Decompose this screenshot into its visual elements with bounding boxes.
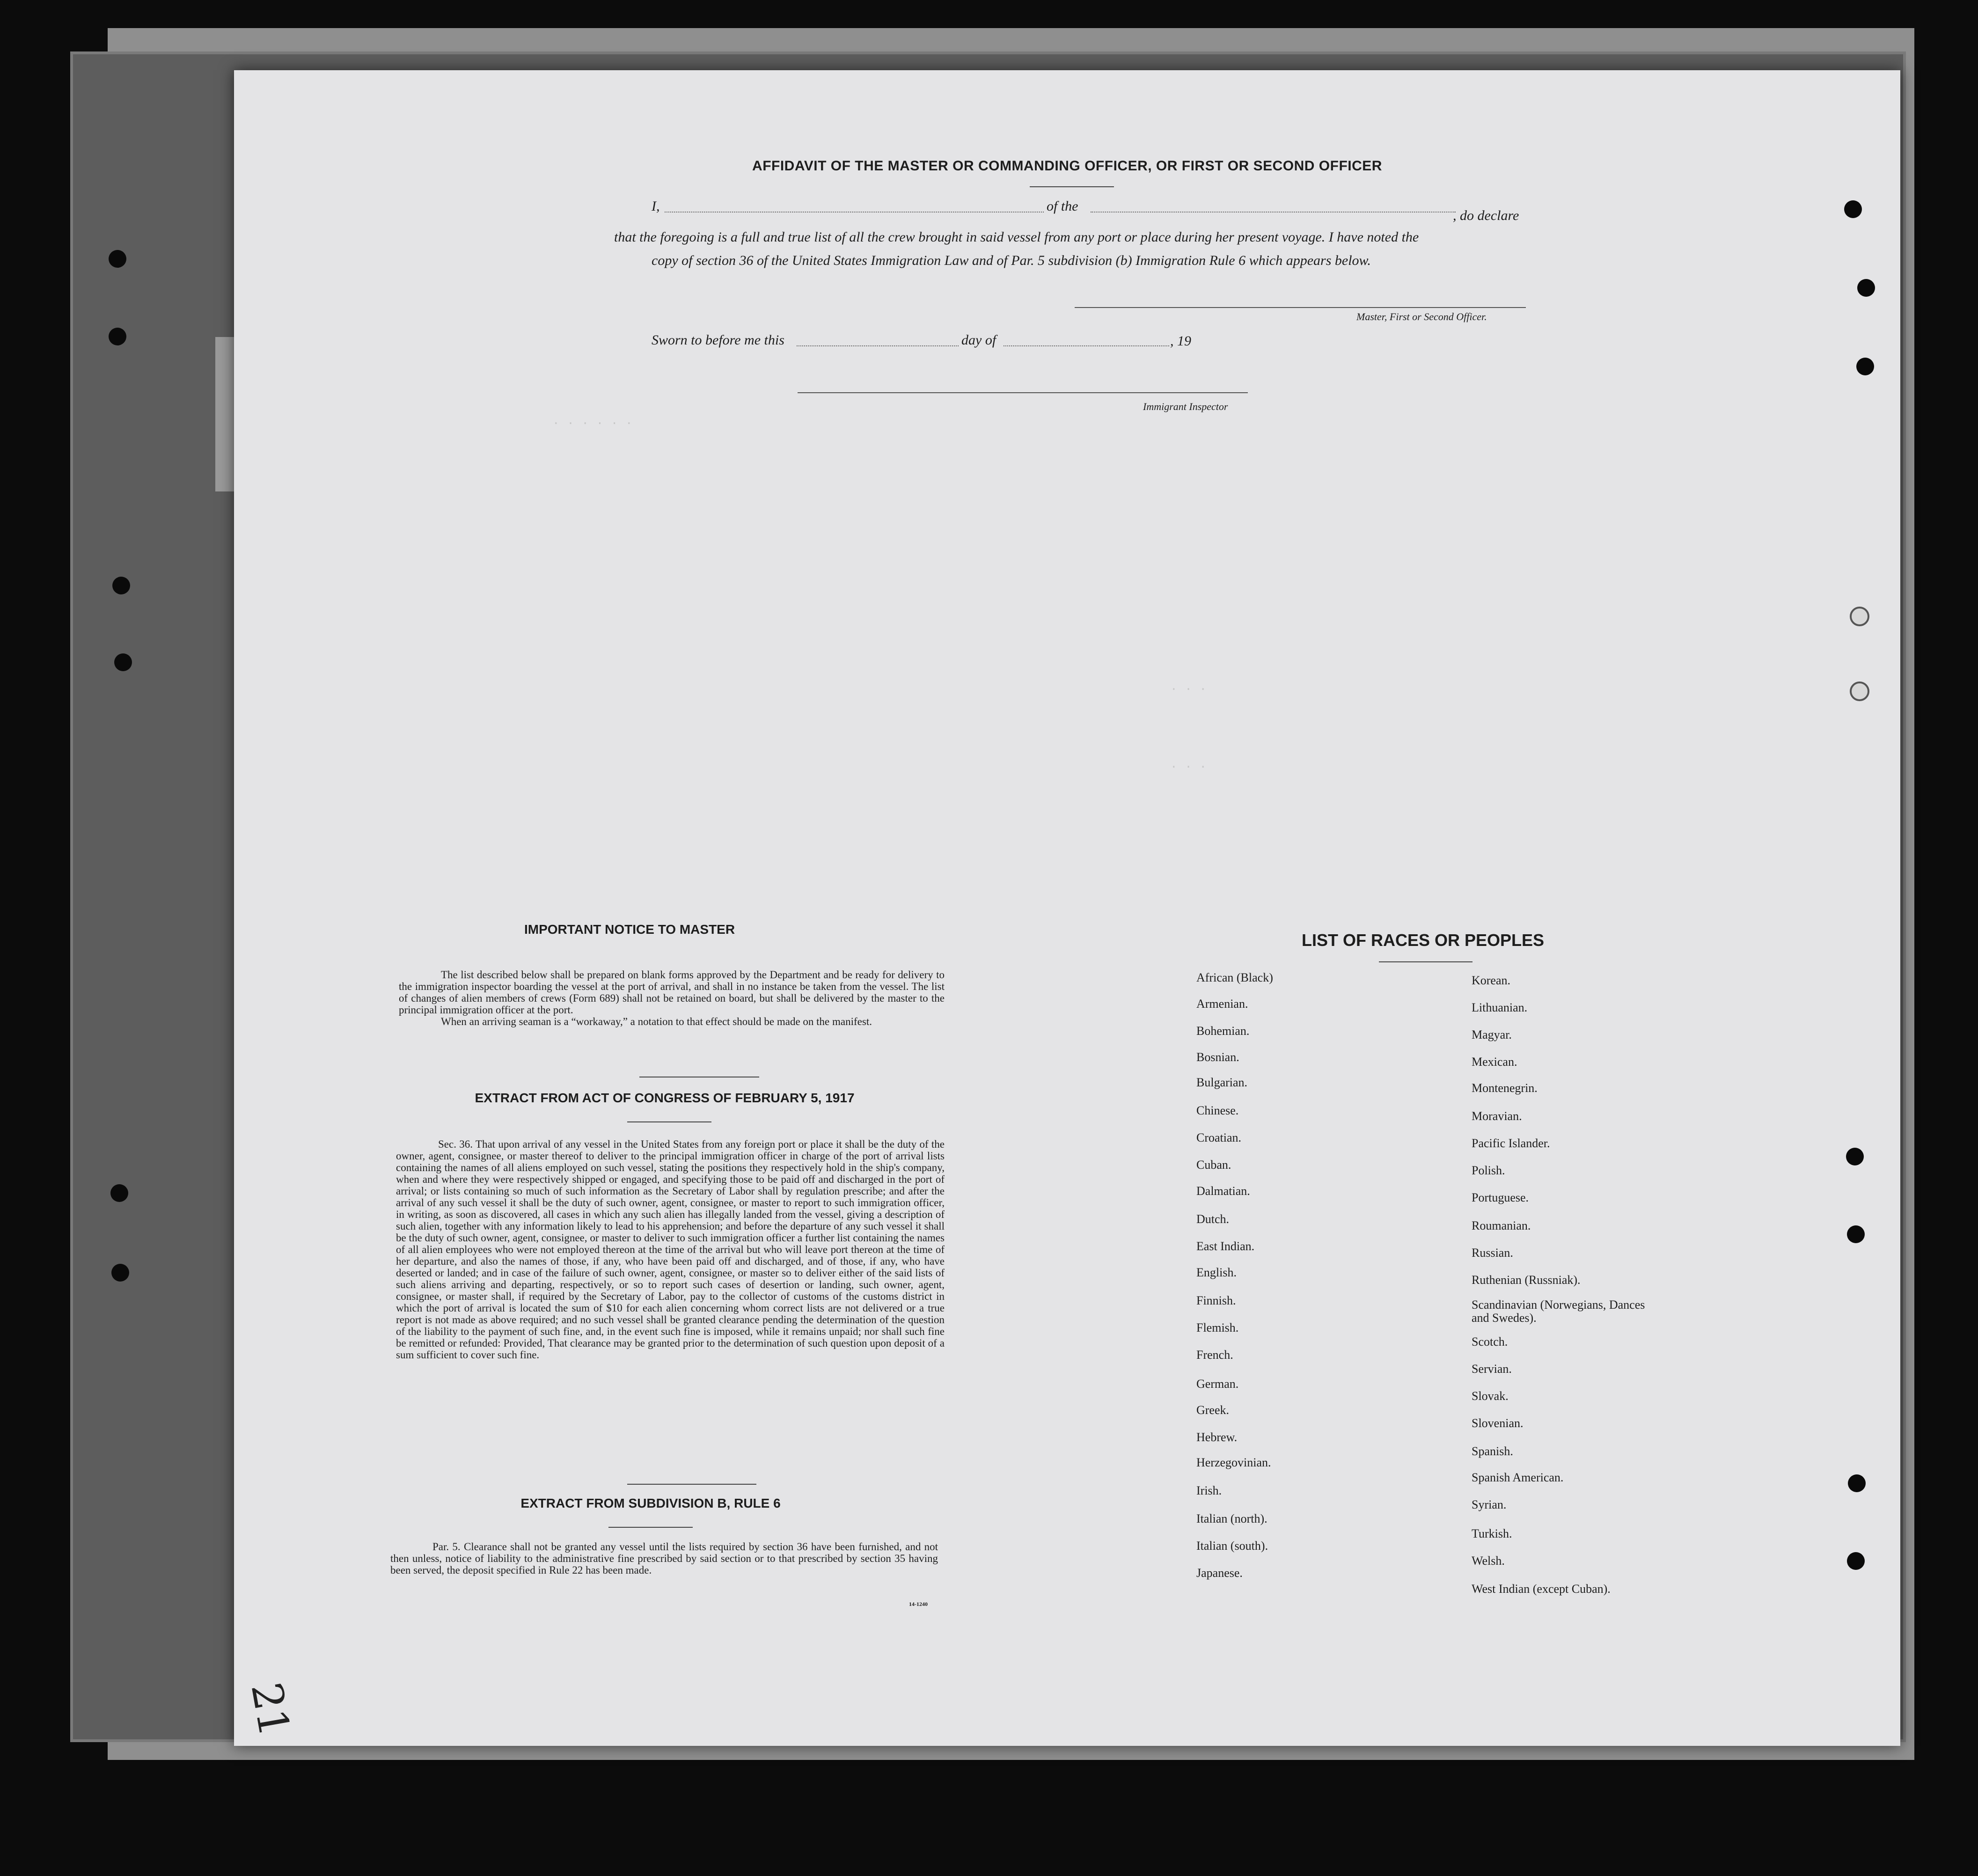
race-item: Servian.: [1472, 1362, 1512, 1376]
binding-hole: [1850, 682, 1869, 701]
race-item: Bosnian.: [1196, 1050, 1239, 1064]
race-item: East Indian.: [1196, 1239, 1255, 1253]
section-divider: [608, 1527, 693, 1528]
notice-paragraph-1: The list described below shall be prepared on blank forms approved by the Department and be ready for delivery to the immigration inspector boarding the vessel at the port of arrival, and shall in no instance be taken from the vessel. The list of changes of alien members of crews (Form 689) shall not be retained on board, but shall be delivered by the master to the principal immigration officer at the port.: [399, 969, 945, 1016]
notice-title: IMPORTANT NOTICE TO MASTER: [524, 922, 735, 937]
race-item: Welsh.: [1472, 1554, 1505, 1568]
rule-extract-title: EXTRACT FROM SUBDIVISION B, RULE 6: [520, 1496, 781, 1510]
races-title-underline: [1379, 961, 1473, 962]
title-underline: [1030, 186, 1114, 187]
race-item: Chinese.: [1196, 1104, 1239, 1117]
bleed-through-marks: . . . . . .: [552, 414, 633, 428]
race-item: Russian.: [1472, 1246, 1513, 1260]
inspector-signature-line[interactable]: [798, 392, 1248, 393]
race-item: Japanese.: [1196, 1566, 1243, 1580]
race-item: Portuguese.: [1472, 1191, 1529, 1204]
binding-hole: [1846, 1148, 1864, 1165]
sworn-label: Sworn to before me this: [652, 332, 784, 348]
race-item: African (Black): [1196, 971, 1273, 984]
race-item: Italian (south).: [1196, 1539, 1268, 1553]
race-item: Dutch.: [1196, 1212, 1230, 1226]
race-item: Greek.: [1196, 1403, 1230, 1417]
section-divider: [627, 1484, 756, 1485]
notice-paragraph-2: When an arriving seaman is a “workaway,” a notation to that effect should be made on the manifest.: [441, 1016, 872, 1027]
race-item: Italian (north).: [1196, 1512, 1267, 1525]
binding-hole: [111, 1264, 129, 1282]
month-blank[interactable]: [1004, 345, 1169, 346]
race-item: Slovenian.: [1472, 1416, 1524, 1430]
race-item: Turkish.: [1472, 1527, 1512, 1540]
binding-hole: [114, 653, 132, 671]
affidavit-page: [234, 70, 1900, 1746]
binding-hole: [1850, 607, 1869, 626]
binding-hole: [109, 328, 126, 345]
section-36-text: Sec. 36. That upon arrival of any vessel in the United States from any foreign port or place it shall be the duty of the owner, agent, consignee, or master thereof to deliver to the principal immigration officer in charge of the port of arrival lists containing the names of all aliens employed on such vessel, stating the positions they respectively hold in the ship's company, when and where they were respectively shipped or engaged, and specifying those to be paid off and discharged in the port of arrival; or lists containing so much of such information as the Secretary of Labor shall by regulation prescribe; and after the arrival of any such vessel it shall be the duty of such owner, agent, consignee, or master to report to such immigration officer, in writing, as soon as discovered, all cases in which any such alien has illegally landed from the vessel, giving a description of such alien, together with any information likely to lead to his apprehension; and before the departure of any such vessel it shall be the duty of such owner, agent, consignee, or master to deliver to such immigration officer a further list containing the names of all alien employees who were not employed thereon at the time of the arrival but who will leave port thereon at the time of her departure, and also the names of those, if any, who have been paid off and discharged, and of those, if any, who have deserted or landed; and in case of the failure of such owner, agent, consignee, or master so to deliver either of the said lists of such aliens arriving and departing, respectively, or so to report such cases of desertion or landing, such owner, agent, consignee, or master shall, if required by the Secretary of Labor, pay to the collector of customs of the customs district in which the port of arrival is located the sum of $10 for each alien concerning whom correct lists are not delivered or a true report is not made as above required; and no such vessel shall be granted clearance pending the determination of the question of the liability to the payment of such fine, and, in the event such fine is imposed, while it remains unpaid; nor shall such fine be remitted or refunded: Provided, That clearance may be granted prior to the determination of such question upon deposit of a sum sufficient to cover such fine.: [396, 1138, 945, 1361]
race-item: Montenegrin.: [1472, 1081, 1538, 1095]
race-item: Cuban.: [1196, 1158, 1231, 1172]
race-item: West Indian (except Cuban).: [1472, 1582, 1611, 1596]
section-divider: [627, 1121, 711, 1122]
notice-text: [399, 969, 945, 1027]
i-label: I,: [652, 198, 660, 214]
race-item: German.: [1196, 1377, 1239, 1391]
do-declare-label: , do declare: [1453, 208, 1519, 223]
race-item: Magyar.: [1472, 1028, 1512, 1041]
race-item: Lithuanian.: [1472, 1001, 1528, 1014]
handwritten-page-number: 21: [241, 1678, 299, 1741]
act-extract-text: [396, 1138, 945, 1361]
race-item: Scandinavian (Norwegians, Dances and Swedes).: [1472, 1298, 1645, 1325]
binding-hole: [1847, 1552, 1865, 1570]
binding-hole: [1847, 1225, 1865, 1243]
act-extract-title: EXTRACT FROM ACT OF CONGRESS OF FEBRUARY 5, 1917: [475, 1091, 855, 1105]
race-item: English.: [1196, 1266, 1237, 1279]
race-item: Polish.: [1472, 1164, 1505, 1177]
day-blank[interactable]: [797, 345, 959, 346]
race-item: Armenian.: [1196, 997, 1248, 1011]
bleed-through-marks: . . .: [1170, 680, 1207, 694]
par-5-text: Par. 5. Clearance shall not be granted any vessel until the lists required by section 36 have been furnished, and not then unless, notice of liability to the administrative fine prescribed by said section or to that prescribed by section 35 having been served, the deposit specified in Rule 22 has been made.: [390, 1541, 938, 1576]
race-item: Flemish.: [1196, 1321, 1239, 1334]
race-item: French.: [1196, 1348, 1233, 1362]
race-item: Irish.: [1196, 1484, 1222, 1497]
bleed-through-marks: . . .: [1170, 757, 1207, 771]
race-item: Spanish.: [1472, 1444, 1513, 1458]
binding-hole: [112, 577, 130, 594]
of-the-label: of the: [1047, 198, 1078, 214]
race-item: Ruthenian (Russniak).: [1472, 1273, 1581, 1287]
master-signature-label: Master, First or Second Officer.: [1356, 311, 1487, 322]
race-item: Bohemian.: [1196, 1024, 1250, 1038]
binding-hole: [110, 1184, 128, 1202]
affidavit-line-2: that the foregoing is a full and true list of all the crew brought in said vessel from any port or place during her present voyage. I have noted the: [614, 229, 1419, 245]
race-item: Spanish American.: [1472, 1471, 1564, 1484]
binding-hole: [109, 250, 126, 268]
race-item: Pacific Islander.: [1472, 1136, 1550, 1150]
year-prefix: , 19: [1170, 333, 1191, 349]
race-item: Slovak.: [1472, 1389, 1509, 1403]
race-item: Mexican.: [1472, 1055, 1517, 1069]
name-blank[interactable]: [665, 212, 1044, 213]
binding-hole: [1856, 358, 1874, 375]
binding-hole: [1844, 200, 1862, 218]
affidavit-line-3: copy of section 36 of the United States Immigration Law and of Par. 5 subdivision (b) Immigration Rule 6 which appears below.: [652, 253, 1371, 268]
binding-hole: [1848, 1474, 1866, 1492]
races-title: LIST OF RACES OR PEOPLES: [1301, 931, 1545, 950]
race-item: Korean.: [1472, 974, 1511, 987]
race-item: Croatian.: [1196, 1131, 1242, 1144]
race-item: Herzegovinian.: [1196, 1456, 1271, 1469]
form-number: 14-1240: [909, 1601, 928, 1607]
affidavit-title: AFFIDAVIT OF THE MASTER OR COMMANDING OFFICER, OR FIRST OR SECOND OFFICER: [752, 158, 1382, 174]
race-item: Hebrew.: [1196, 1430, 1238, 1444]
race-item: Bulgarian.: [1196, 1076, 1248, 1089]
inspector-label: Immigrant Inspector: [1143, 401, 1228, 412]
race-item: Roumanian.: [1472, 1219, 1531, 1232]
vessel-blank[interactable]: [1091, 212, 1456, 213]
race-item: Scotch.: [1472, 1335, 1508, 1348]
master-signature-line[interactable]: [1075, 307, 1526, 308]
race-item: Dalmatian.: [1196, 1184, 1250, 1198]
rule-extract-text: [390, 1541, 938, 1576]
day-of-label: day of: [961, 332, 996, 348]
race-item: Moravian.: [1472, 1109, 1522, 1123]
race-item: Syrian.: [1472, 1498, 1507, 1511]
binding-hole: [1857, 279, 1875, 297]
race-item: Finnish.: [1196, 1294, 1236, 1307]
